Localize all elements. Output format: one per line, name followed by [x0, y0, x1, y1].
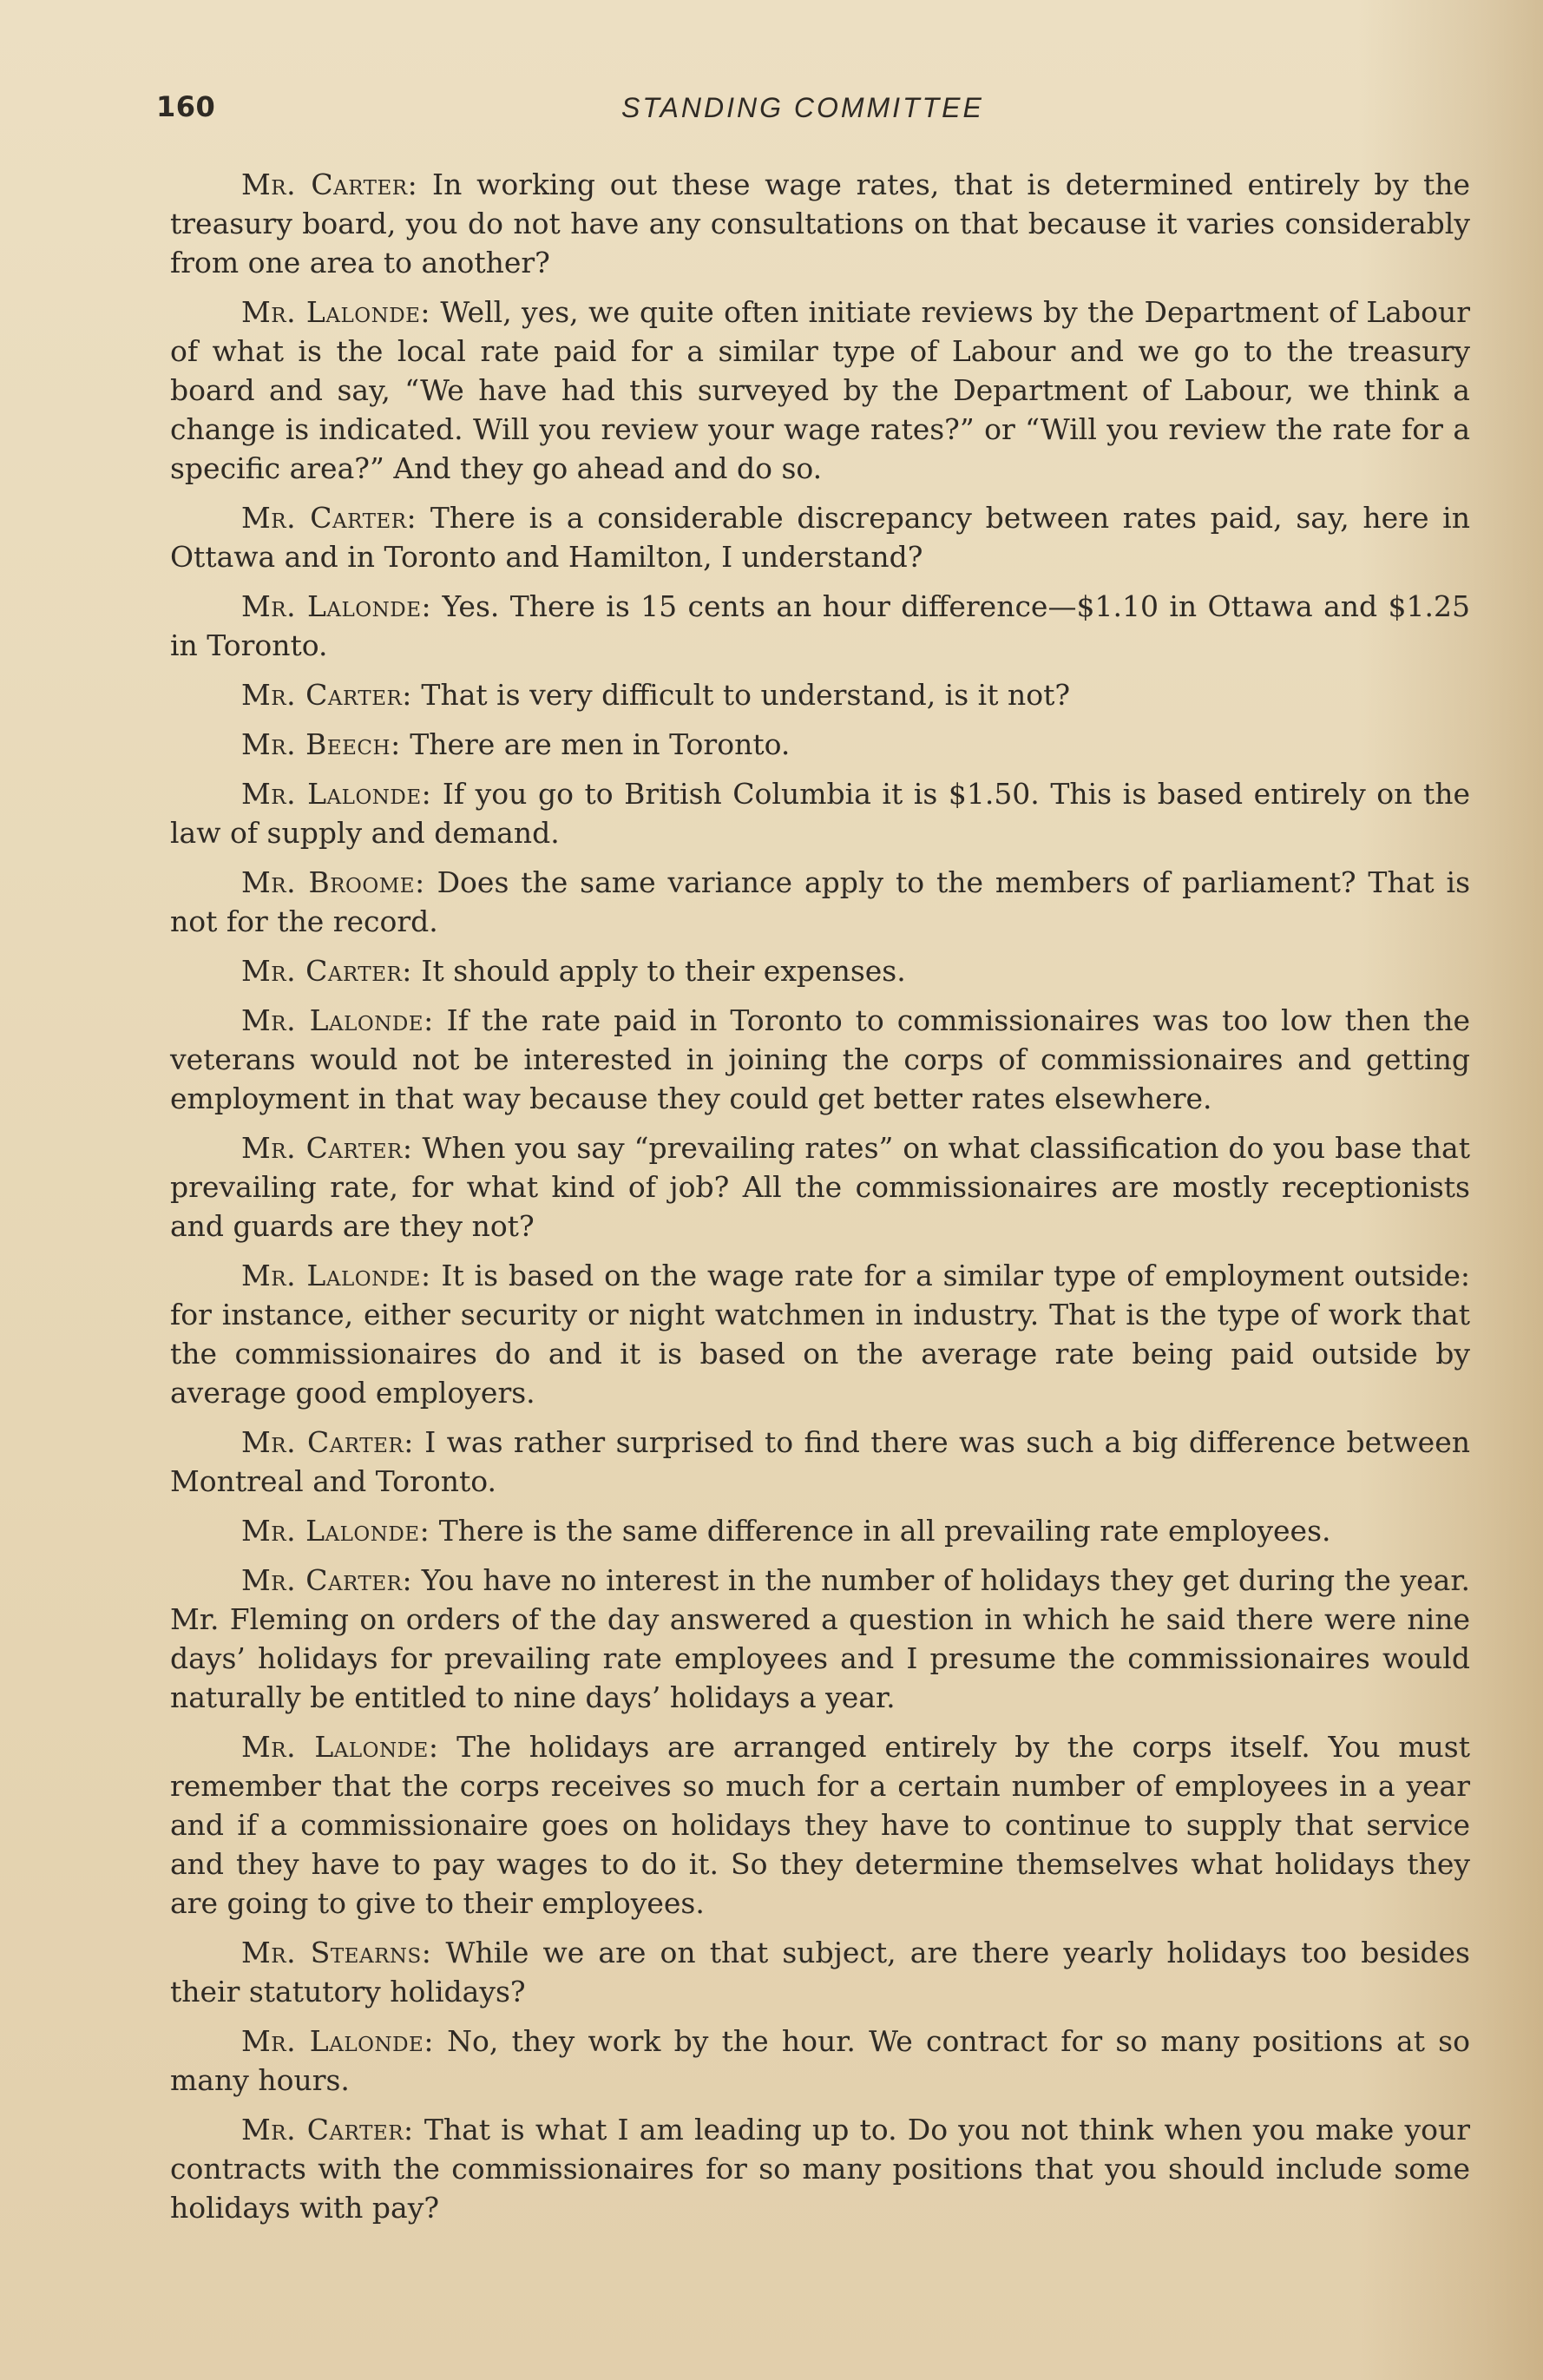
paragraph: [170, 1511, 1470, 1550]
paragraph: [170, 863, 1470, 941]
paragraph: [170, 1727, 1470, 1923]
speaker-name: Mr. Stearns:: [241, 1936, 432, 1969]
paragraph: [170, 293, 1470, 488]
page-number: 160: [156, 90, 216, 123]
paragraph: [170, 1128, 1470, 1246]
transcript-body: [170, 165, 1470, 2238]
page-header: [156, 90, 1475, 134]
paragraph-text: I was rather surprised to find there was such a big difference between Montreal and Toronto.: [170, 1425, 1470, 1498]
paragraph: [170, 951, 1470, 990]
paragraph-text: That is what I am leading up to. Do you not think when you make your contracts with the commissionaires for so many positions that you should include some holidays with pay?: [170, 2113, 1470, 2225]
paragraph-text: There is the same difference in all prevailing rate employees.: [430, 1514, 1331, 1548]
running-head: STANDING COMMITTEE: [621, 92, 984, 123]
paragraph-text: Does the same variance apply to the members of parliament? That is not for the record.: [170, 865, 1471, 938]
paragraph: [170, 587, 1470, 665]
paragraph-text: No, they work by the hour. We contract for so many positions at so many hours.: [170, 2024, 1470, 2097]
paragraph: [170, 1423, 1470, 1501]
paragraph: [170, 165, 1470, 282]
paragraph-text: That is very difficult to understand, is it not?: [411, 678, 1071, 712]
paragraph-text: It should apply to their expenses.: [411, 954, 906, 988]
paragraph-text: The holidays are arranged entirely by the corps itself. You must remember that the corps receives so much for a certain number of employees in a year and if a commissionaire goes on holidays they have to continue to supply that service and they have to pay wages to do it. So they determine themselves what holidays they are going to give to their employees.: [170, 1730, 1470, 1920]
paragraph-text: There is a considerable discrepancy between rates paid, say, here in Ottawa and in Toronto and Hamilton, I understand?: [170, 501, 1470, 574]
speaker-name: Mr. Carter:: [241, 1131, 413, 1165]
paragraph-text: In working out these wage rates, that is determined entirely by the treasury board, you do not have any consultations on that because it varies considerably from one area to another?: [170, 168, 1470, 279]
speaker-name: Mr. Lalonde:: [241, 1259, 431, 1292]
speaker-name: Mr. Lalonde:: [241, 1003, 434, 1037]
speaker-name: Mr. Lalonde:: [241, 1730, 439, 1764]
paragraph: [170, 675, 1470, 714]
paragraph: [170, 2110, 1470, 2227]
paragraph-text: You have no interest in the number of holidays they get during the year. Mr. Fleming on orders of the day answered a question in which he said there were nine days’ holidays for prevailing rate employees and I presume the commissionaires would naturally be entitled to nine days’ holidays a year.: [170, 1563, 1470, 1714]
speaker-name: Mr. Carter:: [241, 954, 412, 988]
paragraph: [170, 1933, 1470, 2011]
speaker-name: Mr. Lalonde:: [241, 1514, 430, 1548]
paragraph-text: Well, yes, we quite often initiate reviews by the Department of Labour of what is the local rate paid for a similar type of Labour and we go to the treasury board and say, “We have had this surveyed by the Department of Labour, we think a change is indicated. Will you review your wage rates?” or “Will you review the rate for a specific area?” And they go ahead and do so.: [170, 295, 1470, 485]
paragraph: [170, 725, 1470, 764]
paragraph-text: While we are on that subject, are there yearly holidays too besides their statutory holidays?: [170, 1936, 1470, 2009]
speaker-name: Mr. Lalonde:: [241, 777, 432, 811]
speaker-name: Mr. Carter:: [241, 1563, 413, 1597]
paragraph-text: If the rate paid in Toronto to commissionaires was too low then the veterans would not be interested in joining the corps of commissionaires and getting employment in that way because they could get better rates elsewhere.: [170, 1003, 1470, 1115]
speaker-name: Mr. Broome:: [241, 865, 425, 899]
paragraph-text: When you say “prevailing rates” on what classification do you base that prevailing rate, for what kind of job? All the commissionaires are mostly receptionists and guards are they not?: [170, 1131, 1470, 1243]
speaker-name: Mr. Beech:: [241, 727, 401, 761]
speaker-name: Mr. Carter:: [241, 2113, 414, 2147]
speaker-name: Mr. Carter:: [241, 168, 418, 201]
speaker-name: Mr. Lalonde:: [241, 295, 431, 329]
paragraph: [170, 774, 1470, 852]
paragraph-text: If you go to British Columbia it is $1.50. This is based entirely on the law of supply and demand.: [170, 777, 1470, 850]
paragraph: [170, 1561, 1470, 1717]
paragraph-text: Yes. There is 15 cents an hour difference—$1.10 in Ottawa and $1.25 in Toronto.: [170, 589, 1471, 662]
paragraph-text: It is based on the wage rate for a similar type of employment outside: for instance, either security or night watchmen in industry. That is the type of work that the commissionaires do and it is based on the average rate being paid outside by average good employers.: [170, 1259, 1471, 1410]
speaker-name: Mr. Lalonde:: [241, 589, 432, 623]
paragraph: [170, 1001, 1470, 1118]
paragraph: [170, 498, 1470, 576]
speaker-name: Mr. Lalonde:: [241, 2024, 434, 2058]
speaker-name: Mr. Carter:: [241, 501, 417, 535]
speaker-name: Mr. Carter:: [241, 678, 412, 712]
speaker-name: Mr. Carter:: [241, 1425, 414, 1459]
paragraph-text: There are men in Toronto.: [400, 727, 791, 761]
paragraph: [170, 2022, 1470, 2100]
paragraph: [170, 1256, 1470, 1412]
